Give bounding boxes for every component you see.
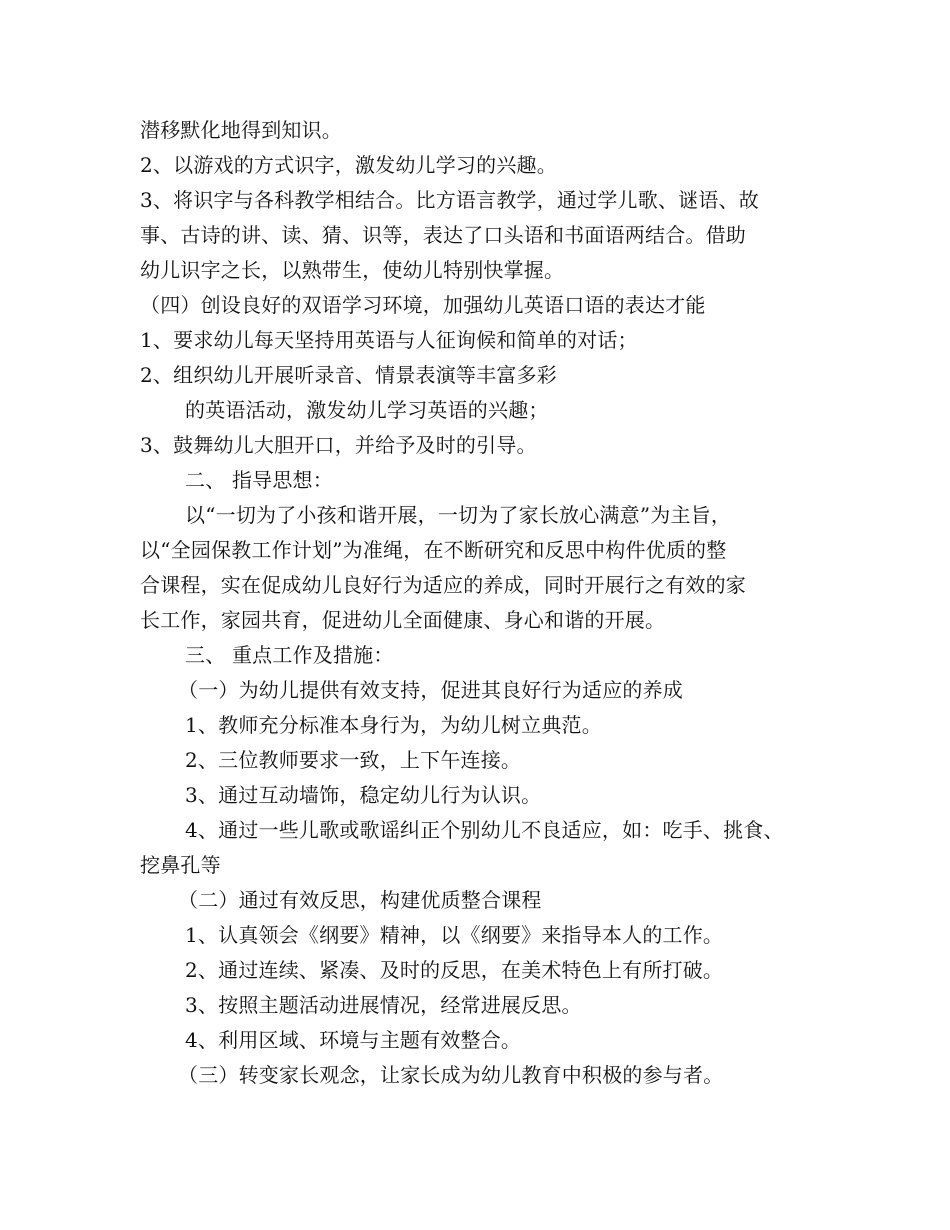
section-heading: （四）创设良好的双语学习环境，加强幼儿英语口语的表达才能	[140, 293, 706, 317]
subsection-heading: （一）为幼儿提供有效支持，促进其良好行为适应的养成	[178, 678, 683, 702]
text-line: 2、通过连续、紧凑、及时的反思，在美术特色上有所打破。	[185, 958, 724, 982]
text-line: 3、按照主题活动进展情况，经常进展反思。	[185, 993, 582, 1017]
text-line: 幼儿识字之长，以熟带生，使幼儿特别快掌握。	[140, 258, 565, 282]
text-line: 以“一切为了小孩和谐开展，一切为了家长放心满意”为主旨，	[185, 503, 732, 527]
text-line: 潜移默化地得到知识。	[140, 118, 342, 142]
text-line: 挖鼻孔等	[140, 853, 221, 877]
text-line: 长工作，家园共育，促进幼儿全面健康、身心和谐的开展。	[140, 608, 666, 632]
text-line: 3、通过互动墙饰，稳定幼儿行为认识。	[185, 783, 542, 807]
text-line: 2、以游戏的方式识字，激发幼儿学习的兴趣。	[140, 153, 557, 177]
text-line: 4、利用区域、环境与主题有效整合。	[185, 1028, 522, 1052]
text-line: 的英语活动，激发幼儿学习英语的兴趣；	[185, 398, 549, 422]
text-line: 事、古诗的讲、读、猜、识等，表达了口头语和书面语两结合。借助	[140, 223, 746, 247]
text-line: 1、教师充分标准本身行为，为幼儿树立典范。	[185, 713, 602, 737]
text-line: 2、三位教师要求一致，上下午连接。	[185, 748, 522, 772]
text-line: 3、将识字与各科教学相结合。比方语言教学，通过学儿歌、谜语、故	[140, 188, 759, 212]
subsection-heading: （三）转变家长观念，让家长成为幼儿教育中积极的参与者。	[178, 1063, 724, 1087]
text-line: 2、组织幼儿开展听录音、情景表演等丰富多彩	[140, 363, 557, 387]
text-line: 合课程，实在促成幼儿良好行为适应的养成，同时开展行之有效的家	[140, 573, 746, 597]
text-line: 1、要求幼儿每天坚持用英语与人征询候和简单的对话；	[140, 328, 638, 352]
text-line: 1、认真领会《纲要》精神，以《纲要》来指导本人的工作。	[185, 923, 724, 947]
section-heading: 二、 指导思想：	[185, 468, 333, 492]
text-line: 以“全园保教工作计划”为准绳，在不断研究和反思中构件优质的整	[140, 538, 727, 562]
section-heading: 三、 重点工作及措施：	[185, 643, 394, 667]
text-line: 4、通过一些儿歌或歌谣纠正个别幼儿不良适应，如：吃手、挑食、	[185, 818, 784, 842]
text-line: 3、鼓舞幼儿大胆开口，并给予及时的引导。	[140, 433, 537, 457]
subsection-heading: （二）通过有效反思，构建优质整合课程	[178, 888, 542, 912]
